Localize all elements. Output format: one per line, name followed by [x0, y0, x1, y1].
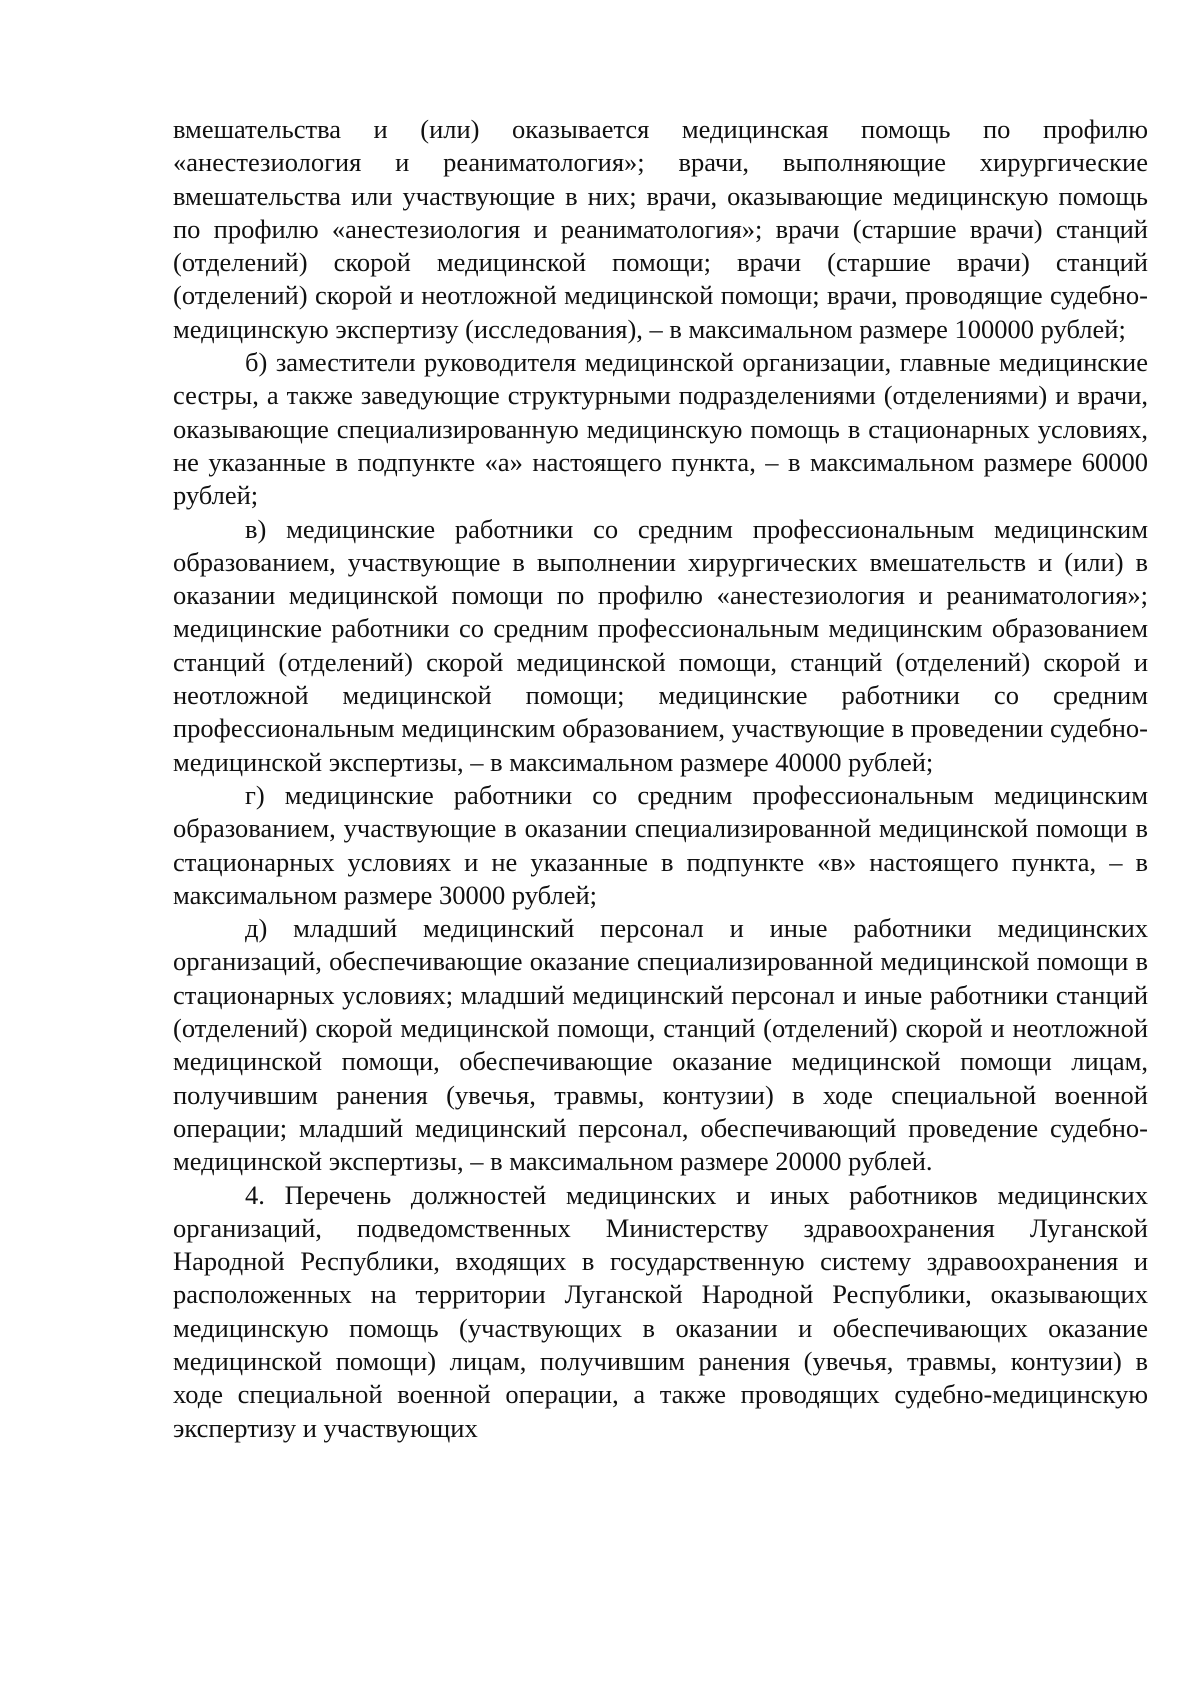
- paragraph-d: д) младший медицинский персонал и иные работники медицинских организаций, обеспечивающие оказание специализированной медицинской помощи в стационарных условиях; младший медицинский персонал и иные работники станций (отделений) скорой медицинской помощи, станций (отделений) скорой и неотложной медицинской помощи, обеспечивающие оказание медицинской помощи лицам, получившим ранения (увечья, травмы, контузии) в ходе специальной военной операции; младший медицинский персонал, обеспечивающий проведение судебно-медицинской экспертизы, – в максимальном размере 20000 рублей.: [173, 913, 1148, 1177]
- paragraph-a-continuation: вмешательства и (или) оказывается медицинская помощь по профилю «анестезиология и реаниматология»; врачи, выполняющие хирургические вмешательства или участвующие в них; врачи, оказывающие медицинскую помощь по профилю «анестезиология и реаниматология»; врачи (старшие врачи) станций (отделений) скорой медицинской помощи; врачи (старшие врачи) станций (отделений) скорой и неотложной медицинской помощи; врачи, проводящие судебно-медицинскую экспертизу (исследования), – в максимальном размере 100000 рублей;: [173, 114, 1148, 344]
- paragraph-v: в) медицинские работники со средним профессиональным медицинским образованием, участвующие в выполнении хирургических вмешательств и (или) в оказании медицинской помощи по профилю «анестезиология и реаниматология»; медицинские работники со средним профессиональным медицинским образованием станций (отделений) скорой медицинской помощи, станций (отделений) скорой и неотложной медицинской помощи; медицинские работники со средним профессиональным медицинским образованием, участвующие в проведении судебно-медицинской экспертизы, – в максимальном размере 40000 рублей;: [173, 513, 1148, 777]
- paragraph-g: г) медицинские работники со средним профессиональным медицинским образованием, участвующие в оказании специализированной медицинской помощи в стационарных условиях и не указанные в подпункте «в» настоящего пункта, – в максимальном размере 30000 рублей;: [173, 779, 1148, 910]
- document-body: [173, 113, 1148, 1445]
- paragraph-b: б) заместители руководителя медицинской организации, главные медицинские сестры, а также заведующие структурными подразделениями (отделениями) и врачи, оказывающие специализированную медицинскую помощь в стационарных условиях, не указанные в подпункте «а» настоящего пункта, – в максимальном размере 60000 рублей;: [173, 347, 1148, 511]
- paragraph-4: 4. Перечень должностей медицинских и иных работников медицинских организаций, подведомственных Министерству здравоохранения Луганской Народной Республики, входящих в государственную систему здравоохранения и расположенных на территории Луганской Народной Республики, оказывающих медицинскую помощь (участвующих в оказании и обеспечивающих оказание медицинской помощи) лицам, получившим ранения (увечья, травмы, контузии) в ходе специальной военной операции, а также проводящих судебно-медицинскую экспертизу и участвующих: [173, 1179, 1148, 1443]
